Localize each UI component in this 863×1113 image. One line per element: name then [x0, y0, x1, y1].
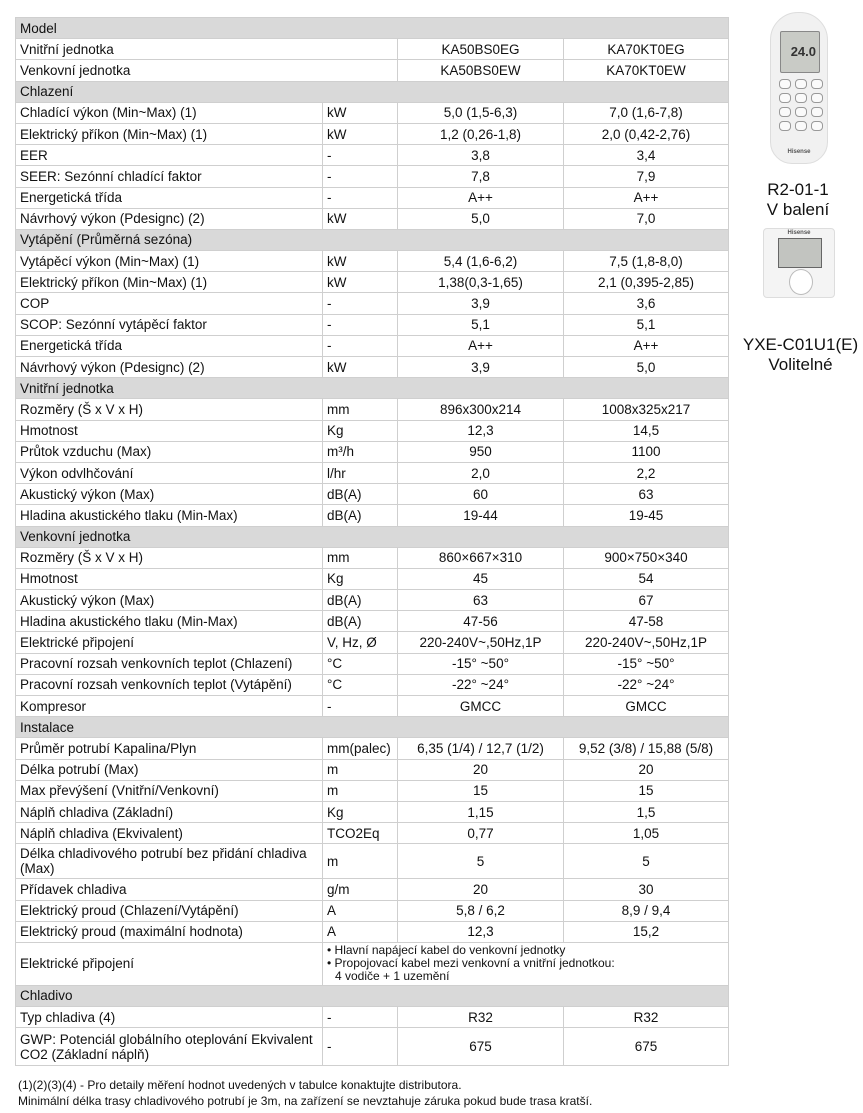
section-header [16, 526, 729, 547]
row-label: COP [16, 293, 323, 314]
value-model-2: 3,4 [564, 145, 729, 166]
value-model-2: 7,0 [564, 208, 729, 229]
table-row [16, 420, 729, 441]
row-unit: l/hr [323, 462, 398, 483]
section-title: Venkovní jednotka [16, 526, 729, 547]
row-unit: Kg [323, 420, 398, 441]
value-model-2: GMCC [564, 696, 729, 717]
value-model-1: 2,0 [398, 462, 564, 483]
section-header [16, 229, 729, 250]
value-model-1: 5,0 [398, 208, 564, 229]
value-model-2: 5 [564, 844, 729, 879]
row-label: Hmotnost [16, 568, 323, 589]
row-unit: - [323, 145, 398, 166]
value-model-1: 896x300x214 [398, 399, 564, 420]
row-label: Rozměry (Š x V x H) [16, 399, 323, 420]
table-row [16, 942, 729, 985]
value-model-1: 950 [398, 441, 564, 462]
table-row [16, 166, 729, 187]
footnotes [18, 1077, 592, 1109]
row-label: Elektrické připojení [16, 632, 323, 653]
row-unit: - [323, 314, 398, 335]
table-row [16, 590, 729, 611]
row-label: Elektrický příkon (Min~Max) (1) [16, 123, 323, 144]
value-model-2: 19-45 [564, 505, 729, 526]
section-title: Vnitřní jednotka [16, 378, 729, 399]
table-row [16, 462, 729, 483]
value-model-1: KA50BS0EG [398, 39, 564, 60]
row-label: Náplň chladiva (Ekvivalent) [16, 823, 323, 844]
row-unit: dB(A) [323, 505, 398, 526]
table-row [16, 844, 729, 879]
table-row [16, 921, 729, 942]
value-model-2: 7,0 (1,6-7,8) [564, 102, 729, 123]
table-row [16, 674, 729, 695]
value-model-2: 63 [564, 484, 729, 505]
table-row [16, 879, 729, 900]
row-unit: Kg [323, 801, 398, 822]
row-label: Náplň chladiva (Základní) [16, 801, 323, 822]
row-unit: dB(A) [323, 484, 398, 505]
section-title: Instalace [16, 717, 729, 738]
row-label: Vytápěcí výkon (Min~Max) (1) [16, 251, 323, 272]
section-header [16, 18, 729, 39]
value-model-1: 47-56 [398, 611, 564, 632]
row-unit: - [323, 187, 398, 208]
row-unit: A [323, 921, 398, 942]
row-unit: kW [323, 251, 398, 272]
value-model-1: 5,8 / 6,2 [398, 900, 564, 921]
value-model-1: 20 [398, 879, 564, 900]
value-model-2: 15,2 [564, 921, 729, 942]
table-row [16, 335, 729, 356]
row-unit: kW [323, 123, 398, 144]
section-header [16, 81, 729, 102]
row-unit: - [323, 696, 398, 717]
value-model-1: 5,4 (1,6-6,2) [398, 251, 564, 272]
table-row [16, 1007, 729, 1028]
value-model-2: A++ [564, 187, 729, 208]
table-row [16, 632, 729, 653]
table-row [16, 801, 729, 822]
table-row [16, 60, 729, 81]
row-label: Max převýšení (Vnitřní/Venkovní) [16, 780, 323, 801]
row-label: Výkon odvlhčování [16, 462, 323, 483]
value-model-1: KA50BS0EW [398, 60, 564, 81]
value-model-2: 5,0 [564, 357, 729, 378]
section-title: Vytápění (Průměrná sezóna) [16, 229, 729, 250]
footnote: Minimální délka trasy chladivového potrubí je 3m, na zařízení se nevztahuje záruka pokud bude trasa kratší. [18, 1094, 593, 1108]
value-model-1: -22° ~24° [398, 674, 564, 695]
value-model-2: 20 [564, 759, 729, 780]
row-label: Elektrický proud (Chlazení/Vytápění) [16, 900, 323, 921]
value-model-2: 30 [564, 879, 729, 900]
table-row [16, 102, 729, 123]
value-model-2: 54 [564, 568, 729, 589]
value-model-2: 2,1 (0,395-2,85) [564, 272, 729, 293]
row-unit: m³/h [323, 441, 398, 462]
value-model-1: 60 [398, 484, 564, 505]
row-unit: mm [323, 399, 398, 420]
row-unit: Kg [323, 568, 398, 589]
row-label: Pracovní rozsah venkovních teplot (Chlazení) [16, 653, 323, 674]
table-row [16, 1028, 729, 1066]
row-label: Průtok vzduchu (Max) [16, 441, 323, 462]
value-model-1: 63 [398, 590, 564, 611]
value-model-2: 900×750×340 [564, 547, 729, 568]
table-row [16, 823, 729, 844]
footnote: (1)(2)(3)(4) - Pro detaily měření hodnot uvedených v tabulce konaktujte distributora. [18, 1078, 462, 1092]
table-row [16, 208, 729, 229]
row-unit: mm(palec) [323, 738, 398, 759]
wired-controller-image: Hisense [763, 228, 835, 298]
row-label: Chladící výkon (Min~Max) (1) [16, 102, 323, 123]
row-label: Průměr potrubí Kapalina/Plyn [16, 738, 323, 759]
row-label: Návrhový výkon (Pdesignc) (2) [16, 208, 323, 229]
row-unit: - [323, 335, 398, 356]
table-row [16, 187, 729, 208]
table-row [16, 505, 729, 526]
table-row [16, 696, 729, 717]
row-label: Přídavek chladiva [16, 879, 323, 900]
row-unit: kW [323, 272, 398, 293]
row-label: Venkovní jednotka [16, 60, 398, 81]
value-model-1: 15 [398, 780, 564, 801]
value-model-1: 0,77 [398, 823, 564, 844]
table-row [16, 399, 729, 420]
value-model-2: 2,0 (0,42-2,76) [564, 123, 729, 144]
connection-note [323, 942, 729, 985]
row-unit: - [323, 1007, 398, 1028]
row-unit: °C [323, 653, 398, 674]
value-model-1: A++ [398, 335, 564, 356]
row-label: EER [16, 145, 323, 166]
value-model-2: 675 [564, 1028, 729, 1066]
value-model-1: R32 [398, 1007, 564, 1028]
table-row [16, 357, 729, 378]
row-label: Délka chladivového potrubí bez přidání chladiva (Max) [16, 844, 323, 879]
row-label: Energetická třída [16, 335, 323, 356]
value-model-1: 3,9 [398, 293, 564, 314]
row-label: Akustický výkon (Max) [16, 484, 323, 505]
table-row [16, 484, 729, 505]
value-model-2: KA70KT0EW [564, 60, 729, 81]
remote-brand: Hisense [787, 149, 811, 155]
table-row [16, 441, 729, 462]
row-unit: m [323, 759, 398, 780]
value-model-2: 7,9 [564, 166, 729, 187]
row-unit: m [323, 844, 398, 879]
row-label: Hladina akustického tlaku (Min-Max) [16, 505, 323, 526]
row-unit: kW [323, 357, 398, 378]
table-row [16, 547, 729, 568]
value-model-2: 7,5 (1,8-8,0) [564, 251, 729, 272]
value-model-2: A++ [564, 335, 729, 356]
row-unit: kW [323, 102, 398, 123]
value-model-1: 7,8 [398, 166, 564, 187]
table-row [16, 568, 729, 589]
row-unit: - [323, 293, 398, 314]
section-header [16, 717, 729, 738]
value-model-2: 14,5 [564, 420, 729, 441]
row-unit: m [323, 780, 398, 801]
value-model-1: 12,3 [398, 921, 564, 942]
value-model-1: 1,38(0,3-1,65) [398, 272, 564, 293]
row-label: Elektrické připojení [16, 942, 323, 985]
note-line: 4 vodiče + 1 uzemění [335, 969, 450, 984]
section-header [16, 985, 729, 1006]
value-model-1: 860×667×310 [398, 547, 564, 568]
row-unit: - [323, 1028, 398, 1066]
note-line: • Hlavní napájecí kabel do venkovní jednotky [327, 943, 566, 958]
value-model-1: GMCC [398, 696, 564, 717]
remote-display: 24.0 [780, 31, 820, 73]
value-model-2: 5,1 [564, 314, 729, 335]
row-label: Typ chladiva (4) [16, 1007, 323, 1028]
value-model-2: -15° ~50° [564, 653, 729, 674]
value-model-1: 5 [398, 844, 564, 879]
row-label: Akustický výkon (Max) [16, 590, 323, 611]
table-row [16, 314, 729, 335]
value-model-1: 19-44 [398, 505, 564, 526]
value-model-1: 1,2 (0,26-1,8) [398, 123, 564, 144]
value-model-2: 15 [564, 780, 729, 801]
row-unit: - [323, 166, 398, 187]
controller-caption: YXE-C01U1(E) Volitelné [742, 335, 859, 374]
row-unit: mm [323, 547, 398, 568]
value-model-1: A++ [398, 187, 564, 208]
section-title: Chladivo [16, 985, 729, 1006]
value-model-1: 1,15 [398, 801, 564, 822]
table-row [16, 653, 729, 674]
row-label: Pracovní rozsah venkovních teplot (Vytápění) [16, 674, 323, 695]
note-line: • Propojovací kabel mezi venkovní a vnitřní jednotkou: [327, 956, 615, 971]
remote-control-image [770, 12, 828, 164]
value-model-2: 8,9 / 9,4 [564, 900, 729, 921]
section-title: Chlazení [16, 81, 729, 102]
table-row [16, 780, 729, 801]
value-model-1: 5,0 (1,5-6,3) [398, 102, 564, 123]
section-title: Model [16, 18, 729, 39]
row-unit: °C [323, 674, 398, 695]
row-label: Návrhový výkon (Pdesignc) (2) [16, 357, 323, 378]
row-unit: kW [323, 208, 398, 229]
row-unit: TCO2Eq [323, 823, 398, 844]
row-label: Elektrický proud (maximální hodnota) [16, 921, 323, 942]
value-model-2: 220-240V~,50Hz,1P [564, 632, 729, 653]
value-model-1: 675 [398, 1028, 564, 1066]
spec-table [15, 17, 729, 1066]
row-label: Elektrický příkon (Min~Max) (1) [16, 272, 323, 293]
section-header [16, 378, 729, 399]
row-unit: V, Hz, Ø [323, 632, 398, 653]
value-model-2: -22° ~24° [564, 674, 729, 695]
value-model-2: 1,5 [564, 801, 729, 822]
value-model-1: 12,3 [398, 420, 564, 441]
table-row [16, 759, 729, 780]
value-model-2: 9,52 (3/8) / 15,88 (5/8) [564, 738, 729, 759]
value-model-2: 3,6 [564, 293, 729, 314]
row-label: SEER: Sezónní chladící faktor [16, 166, 323, 187]
value-model-2: 67 [564, 590, 729, 611]
table-row [16, 900, 729, 921]
value-model-2: 2,2 [564, 462, 729, 483]
value-model-1: 3,9 [398, 357, 564, 378]
table-row [16, 251, 729, 272]
row-label: GWP: Potenciál globálního oteplování Ekvivalent CO2 (Základní náplň) [16, 1028, 323, 1066]
table-row [16, 39, 729, 60]
value-model-2: 1,05 [564, 823, 729, 844]
value-model-2: 47-58 [564, 611, 729, 632]
value-model-1: 5,1 [398, 314, 564, 335]
row-label: SCOP: Sezónní vytápěcí faktor [16, 314, 323, 335]
row-label: Vnitřní jednotka [16, 39, 398, 60]
value-model-2: KA70KT0EG [564, 39, 729, 60]
row-unit: A [323, 900, 398, 921]
row-label: Délka potrubí (Max) [16, 759, 323, 780]
table-row [16, 738, 729, 759]
value-model-1: 20 [398, 759, 564, 780]
table-row [16, 611, 729, 632]
row-unit: dB(A) [323, 611, 398, 632]
row-label: Hladina akustického tlaku (Min-Max) [16, 611, 323, 632]
table-row [16, 293, 729, 314]
value-model-1: 3,8 [398, 145, 564, 166]
value-model-2: R32 [564, 1007, 729, 1028]
row-label: Hmotnost [16, 420, 323, 441]
row-label: Kompresor [16, 696, 323, 717]
remote-caption: R2-01-1 V balení [766, 180, 830, 219]
value-model-1: -15° ~50° [398, 653, 564, 674]
table-row [16, 123, 729, 144]
table-row [16, 272, 729, 293]
value-model-2: 1008x325x217 [564, 399, 729, 420]
row-unit: dB(A) [323, 590, 398, 611]
row-unit: g/m [323, 879, 398, 900]
value-model-1: 220-240V~,50Hz,1P [398, 632, 564, 653]
row-label: Energetická třída [16, 187, 323, 208]
value-model-2: 1100 [564, 441, 729, 462]
row-label: Rozměry (Š x V x H) [16, 547, 323, 568]
table-row [16, 145, 729, 166]
value-model-1: 6,35 (1/4) / 12,7 (1/2) [398, 738, 564, 759]
value-model-1: 45 [398, 568, 564, 589]
